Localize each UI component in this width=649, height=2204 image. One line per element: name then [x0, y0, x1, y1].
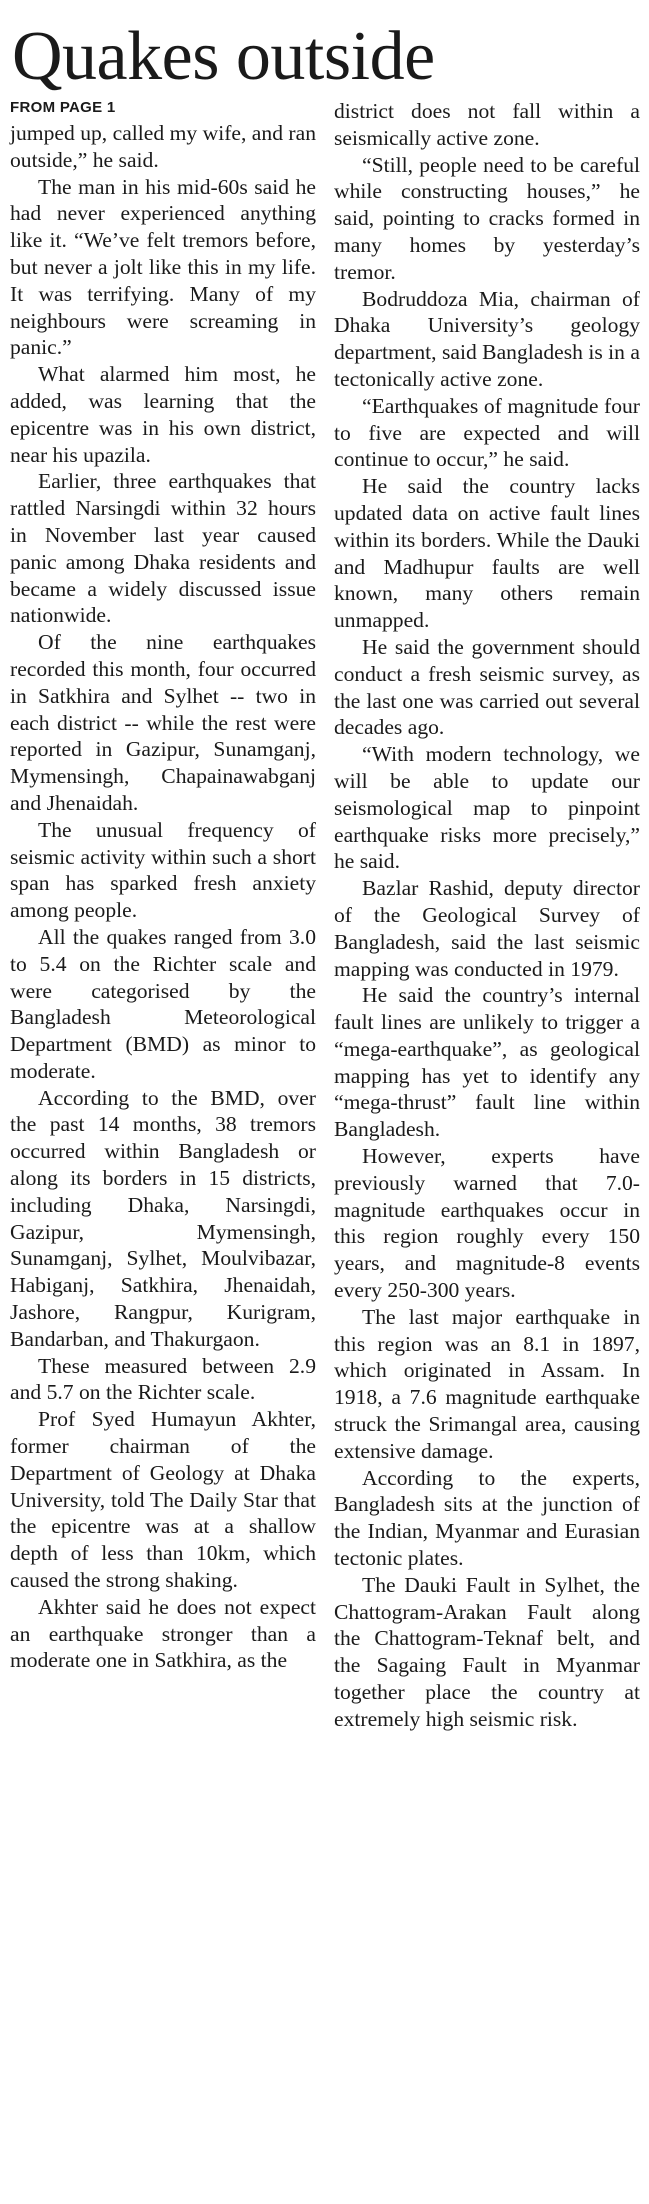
paragraph: “Earthquakes of magnitude four to five are expected and will continue to occur,” he said.: [334, 393, 640, 472]
paragraph: He said the government should conduct a fresh seismic survey, as the last one was carried out several decades ago.: [334, 634, 640, 740]
paragraph: However, experts have previously warned that 7.0-magnitude earthquakes occur in this region roughly every 150 years, and magnitude-8 events every 250-300 years.: [334, 1144, 640, 1303]
paragraph: The unusual frequency of seismic activity within such a short span has sparked fresh anxiety among people.: [10, 817, 316, 923]
paragraph: The last major earthquake in this region was an 8.1 in 1897, which originated in Assam. In 1918, a 7.6 magnitude earthquake struck the Srimangal area, causing extensive damage.: [334, 1304, 640, 1463]
article-body: [10, 98, 640, 1733]
continuation-kicker: FROM PAGE 1: [10, 99, 116, 116]
paragraph: district does not fall within a seismically active zone.: [334, 99, 640, 150]
paragraph: The man in his mid-60s said he had never experienced anything like it. “We’ve felt tremors before, but never a jolt like this in my life. It was terrifying. Many of my neighbours were screaming in panic.”: [10, 174, 316, 360]
paragraph: What alarmed him most, he added, was learning that the epicentre was in his own district, near his upazila.: [10, 362, 316, 467]
paragraph: “Still, people need to be careful while constructing houses,” he said, pointing to cracks formed in many homes by yesterday’s tremor.: [334, 152, 640, 284]
paragraph: Earlier, three earthquakes that rattled Narsingdi within 32 hours in November last year caused panic among Dhaka residents and became a widely discussed issue nationwide.: [10, 469, 316, 628]
left-column: [10, 98, 316, 1733]
paragraph: jumped up, called my wife, and ran outside,” he said.: [10, 121, 316, 172]
paragraph: Bodruddoza Mia, chairman of Dhaka University’s geology department, said Bangladesh is in a tectonically active zone.: [334, 286, 640, 391]
paragraph: All the quakes ranged from 3.0 to 5.4 on the Richter scale and were categorised by the Bangladesh Meteorological Department (BMD) as minor to moderate.: [10, 924, 316, 1083]
paragraph: According to the BMD, over the past 14 months, 38 tremors occurred within Bangladesh or along its borders in 15 districts, including Dhaka, Narsingdi, Gazipur, Mymensingh, Sunamganj, Sylhet, Moulvibazar, Habiganj, Satkhira, Jhenaidah, Jashore, Rangpur, Kurigram, Bandarban, and Thakurgaon.: [10, 1085, 316, 1351]
paragraph: Of the nine earthquakes recorded this month, four occurred in Satkhira and Sylhet -- two in each district -- while the rest were reported in Gazipur, Sunamganj, Mymensingh, Chapainawabganj and Jhenaidah.: [10, 630, 316, 815]
paragraph: According to the experts, Bangladesh sits at the junction of the Indian, Myanmar and Eurasian tectonic plates.: [334, 1465, 640, 1571]
paragraph: He said the country lacks updated data on active fault lines within its borders. While the Dauki and Madhupur faults are well known, many others remain unmapped.: [334, 474, 640, 633]
paragraph: The Dauki Fault in Sylhet, the Chattogram-Arakan Fault along the Chattogram-Teknaf belt, and the Sagaing Fault in Myanmar together place the country at extremely high seismic risk.: [334, 1572, 640, 1731]
paragraph: He said the country’s internal fault lines are unlikely to trigger a “mega-earthquake”, as geological mapping has yet to identify any “mega-thrust” fault line within Bangladesh.: [334, 983, 640, 1142]
paragraph: These measured between 2.9 and 5.7 on the Richter scale.: [10, 1353, 316, 1405]
paragraph: Akhter said he does not expect an earthquake stronger than a moderate one in Satkhira, as the: [10, 1594, 316, 1673]
paragraph: “With modern technology, we will be able to update our seismological map to pinpoint earthquake risks more precisely,” he said.: [334, 742, 640, 874]
headline: Quakes outside: [12, 18, 435, 95]
paragraph: Bazlar Rashid, deputy director of the Geological Survey of Bangladesh, said the last seismic mapping was conducted in 1979.: [334, 876, 640, 981]
paragraph: Prof Syed Humayun Akhter, former chairman of the Department of Geology at Dhaka University, told The Daily Star that the epicentre was at a shallow depth of less than 10km, which caused the strong shaking.: [10, 1407, 316, 1593]
right-column: [334, 98, 640, 1733]
